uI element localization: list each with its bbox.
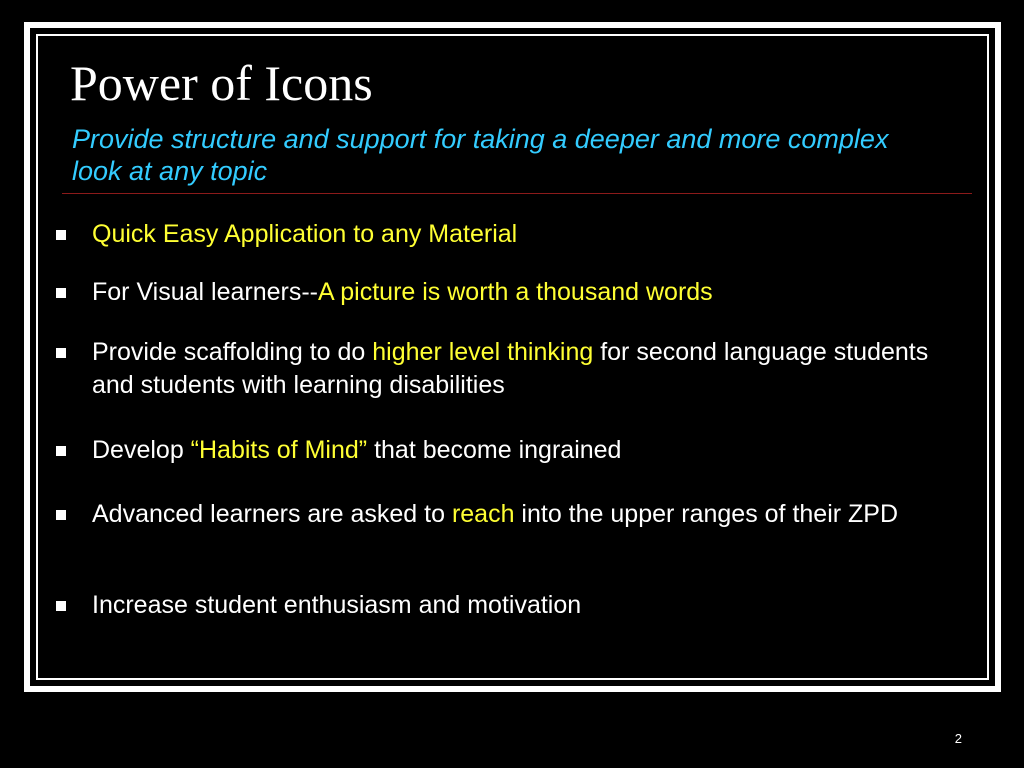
page-number: 2 <box>954 731 962 746</box>
bullet-highlight: higher level thinking <box>372 338 594 366</box>
bullet-item <box>56 276 936 309</box>
title-divider <box>62 193 972 194</box>
bullet-text: for second language students and students with learning disabilities <box>92 338 929 399</box>
bullet-text: For Visual learners-- <box>92 278 319 306</box>
bullet-text: Quick Easy Application to any Material <box>92 220 518 248</box>
square-bullet-icon <box>56 446 66 456</box>
bullet-text: Increase student enthusiasm and motivation <box>92 591 582 619</box>
bullet-item <box>56 498 936 531</box>
bullet-text: into the upper ranges of their ZPD <box>514 500 899 528</box>
slide-title: Power of Icons <box>70 55 373 111</box>
square-bullet-icon <box>56 230 66 240</box>
bullet-item <box>56 336 936 402</box>
square-bullet-icon <box>56 510 66 520</box>
square-bullet-icon <box>56 288 66 298</box>
bullet-highlight: A picture is worth a thousand words <box>318 278 713 306</box>
square-bullet-icon <box>56 348 66 358</box>
bullet-text: Provide scaffolding to do <box>92 338 373 366</box>
bullet-text: Advanced learners are asked to <box>92 500 452 528</box>
bullet-text: that become ingrained <box>367 436 622 464</box>
bullet-item <box>56 218 936 251</box>
slide-subtitle: Provide structure and support for taking a deeper and more complex look at any topic <box>72 124 889 186</box>
bullet-highlight: “Habits of Mind” <box>190 436 368 464</box>
square-bullet-icon <box>56 601 66 611</box>
bullet-item <box>56 589 936 622</box>
bullet-text: Develop <box>92 436 191 464</box>
bullet-item <box>56 434 936 467</box>
bullet-highlight: reach <box>451 500 515 528</box>
